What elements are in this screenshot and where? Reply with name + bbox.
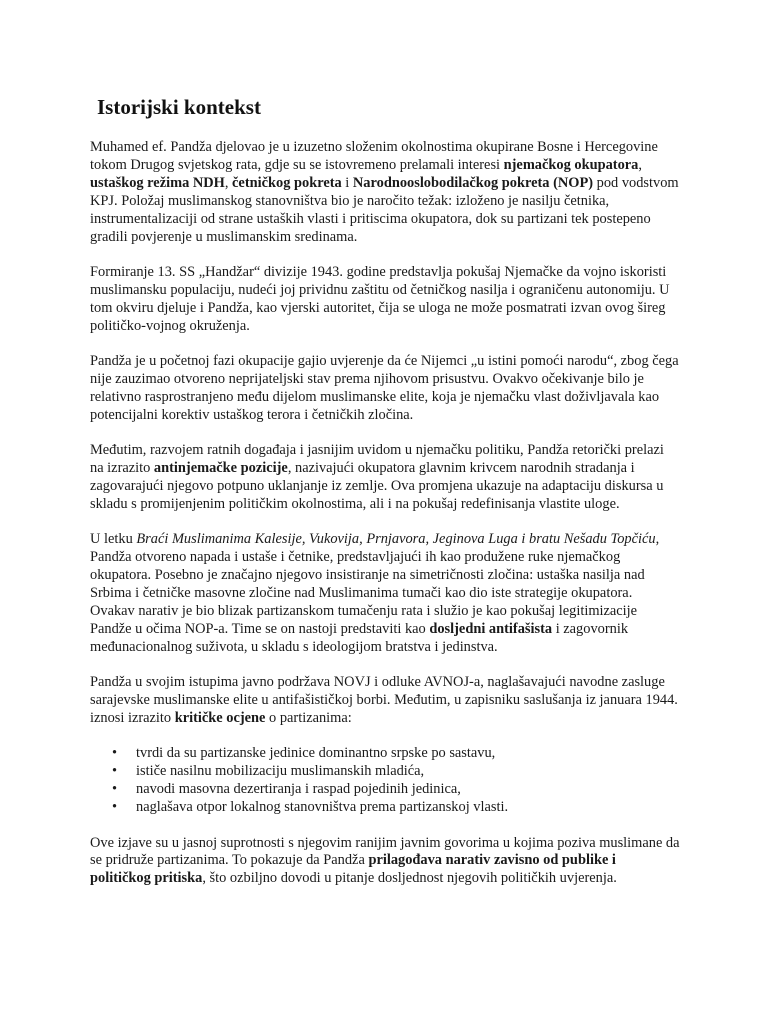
list-item: [112, 781, 680, 799]
separator: ,: [224, 174, 233, 191]
list-item: [112, 745, 680, 763]
paragraph-2: Formiranje 13. SS „Handžar“ divizije 1943. godine predstavlja pokušaj Njemačke da vojno iskoristi muslimansku populaciju, nudeći joj prividnu zaštitu od četničkog nasilja i ograničenu autonomiju. U tom okviru djeluje i Pandža, kao vjerski autoritet, čija se uloga ne može posmatrati izvan ovog šireg političko-vojnog okruženja.: [90, 263, 670, 334]
paragraph-7-text: Ove izjave su u jasnoj suprotnosti s njegovim ranijim javnim govorima u kojima poziva muslimane da se pridruže partizanima. To pokazuje da Pandža: [90, 834, 680, 869]
bold-chetnik-movement: četničkog pokreta: [232, 174, 342, 191]
list-item-text: navodi masovna dezertiranja i raspad pojedinih jedinica,: [136, 781, 461, 798]
paragraph-4-text: Međutim, razvojem ratnih događaja i jasnijim uvidom u njemačku politiku, Pandža retorički prelazi na izrazito: [90, 442, 664, 477]
bullet-list: [90, 745, 680, 817]
list-item: [112, 763, 680, 781]
list-item-text: ističe nasilnu mobilizaciju muslimanskih mladića,: [136, 763, 425, 780]
list-item-text: naglašava otpor lokalnog stanovništva prema partizanskoj vlasti.: [136, 799, 509, 816]
paragraph-1: [90, 139, 680, 246]
italic-leaflet-title: Braći Muslimanima Kalesije, Vukovija, Prnjavora, Jeginova Luga i bratu Nešadu Topčiću: [136, 531, 656, 548]
bullet-icon: •: [112, 781, 118, 798]
list-item-text: tvrdi da su partizanske jedinice dominantno srpske po sastavu,: [136, 745, 496, 762]
paragraph-3: Pandža je u početnoj fazi okupacije gajio uvjerenje da će Nijemci „u istini pomoći narodu“, zbog čega nije zauzimao otvoreno neprijateljski stav prema njihovom prisustvu. Ovakvo očekivanje bilo je relativno rasprostranjeno među dijelom muslimanske elite, koja je njemačku vlast doživljavala kao potencijalni korektiv ustaškog terora i četničkih zločina.: [90, 353, 679, 423]
bold-ustasha-regime: ustaškog režima NDH: [90, 174, 225, 191]
bullet-icon: •: [112, 799, 118, 816]
section-heading: Istorijski kontekst: [97, 95, 261, 119]
paragraph-5-text: U letku: [90, 531, 137, 548]
paragraph-1-text-end: pod vodstvom KPJ. Položaj muslimanskog stanovništva bio je naročito težak: izloženo je nasilju četnika, instrumentalizaciji od strane ustaških vlasti i pritiscima okupatora, dok su partizani tek postepeno gradili povjerenje u muslimanskim sredinama.: [90, 174, 679, 245]
paragraph-7-text-end: , što ozbiljno dovodi u pitanje dosljednost njegovih političkih uvjerenja.: [202, 870, 617, 887]
bold-german-occupier: njemačkog okupatora: [503, 156, 639, 173]
paragraph-6-text-end: o partizanima:: [265, 709, 352, 726]
paragraph-5: [90, 531, 680, 656]
separator: ,: [638, 156, 642, 173]
bullet-icon: •: [112, 763, 118, 780]
bold-nop-movement: Narodnooslobodilačkog pokreta (NOP): [352, 174, 594, 191]
bullet-icon: •: [112, 745, 118, 762]
paragraph-1-text: Muhamed ef. Pandža djelovao je u izuzetno složenim okolnostima okupirane Bosne i Hercegovine tokom Drugog svjetskog rata, gdje su se istovremeno prelamali interesi: [90, 139, 658, 173]
bold-consistent-antifascist: dosljedni antifašista: [429, 620, 553, 637]
document-page: [90, 92, 680, 906]
paragraph-4: [90, 442, 680, 514]
paragraph-6-text: Pandža u svojim istupima javno podržava NOVJ i odluke AVNOJ-a, naglašavajući navodne zasluge sarajevske muslimanske elite u antifašističkoj borbi. Međutim, u zapisniku saslušanja iz januara 1944. iznosi izrazito: [90, 674, 678, 726]
paragraph-5-text-middle: , Pandža otvoreno napada i ustaše i četnike, predstavljajući ih kao produžene ruke njemačkog okupatora. Posebno je značajno njegovo insistiranje na simetričnosti zločina: ustaška nasilja nad Srbima i četničke masovne zločine nad Muslimanima tumači kao dio iste strategije okupatora. Ovakav narativ je bio blizak partizanskom tumačenju rata i služio je kao pokušaj legitimizacije Pandže u očima NOP-a. Time se on nastoji predstaviti kao: [90, 531, 660, 637]
bold-anti-german-positions: antinjemačke pozicije: [153, 460, 288, 477]
paragraph-5-text-end: i zagovornik međunacionalnog suživota, u skladu s ideologijom bratstva i jedinstva.: [90, 620, 629, 655]
paragraph-7: [90, 835, 680, 889]
paragraph-4-text-end: , nazivajući okupatora glavnim krivcem narodnih stradanja i zagovarajući njegovo potpuno uklanjanje iz zemlje. Ova promjena ukazuje na adaptaciju diskursa u skladu s promijenjenim političkim okolnostima, ali i na pokušaj redefinisanja vlastite uloge.: [90, 460, 664, 512]
bold-critical-assessments: kritičke ocjene: [174, 709, 266, 726]
bold-adapts-narrative: prilagođava narativ zavisno od publike i političkog pritiska: [90, 852, 616, 887]
conjunction: i: [341, 174, 353, 191]
list-item: [112, 799, 680, 817]
paragraph-6: [90, 674, 680, 728]
